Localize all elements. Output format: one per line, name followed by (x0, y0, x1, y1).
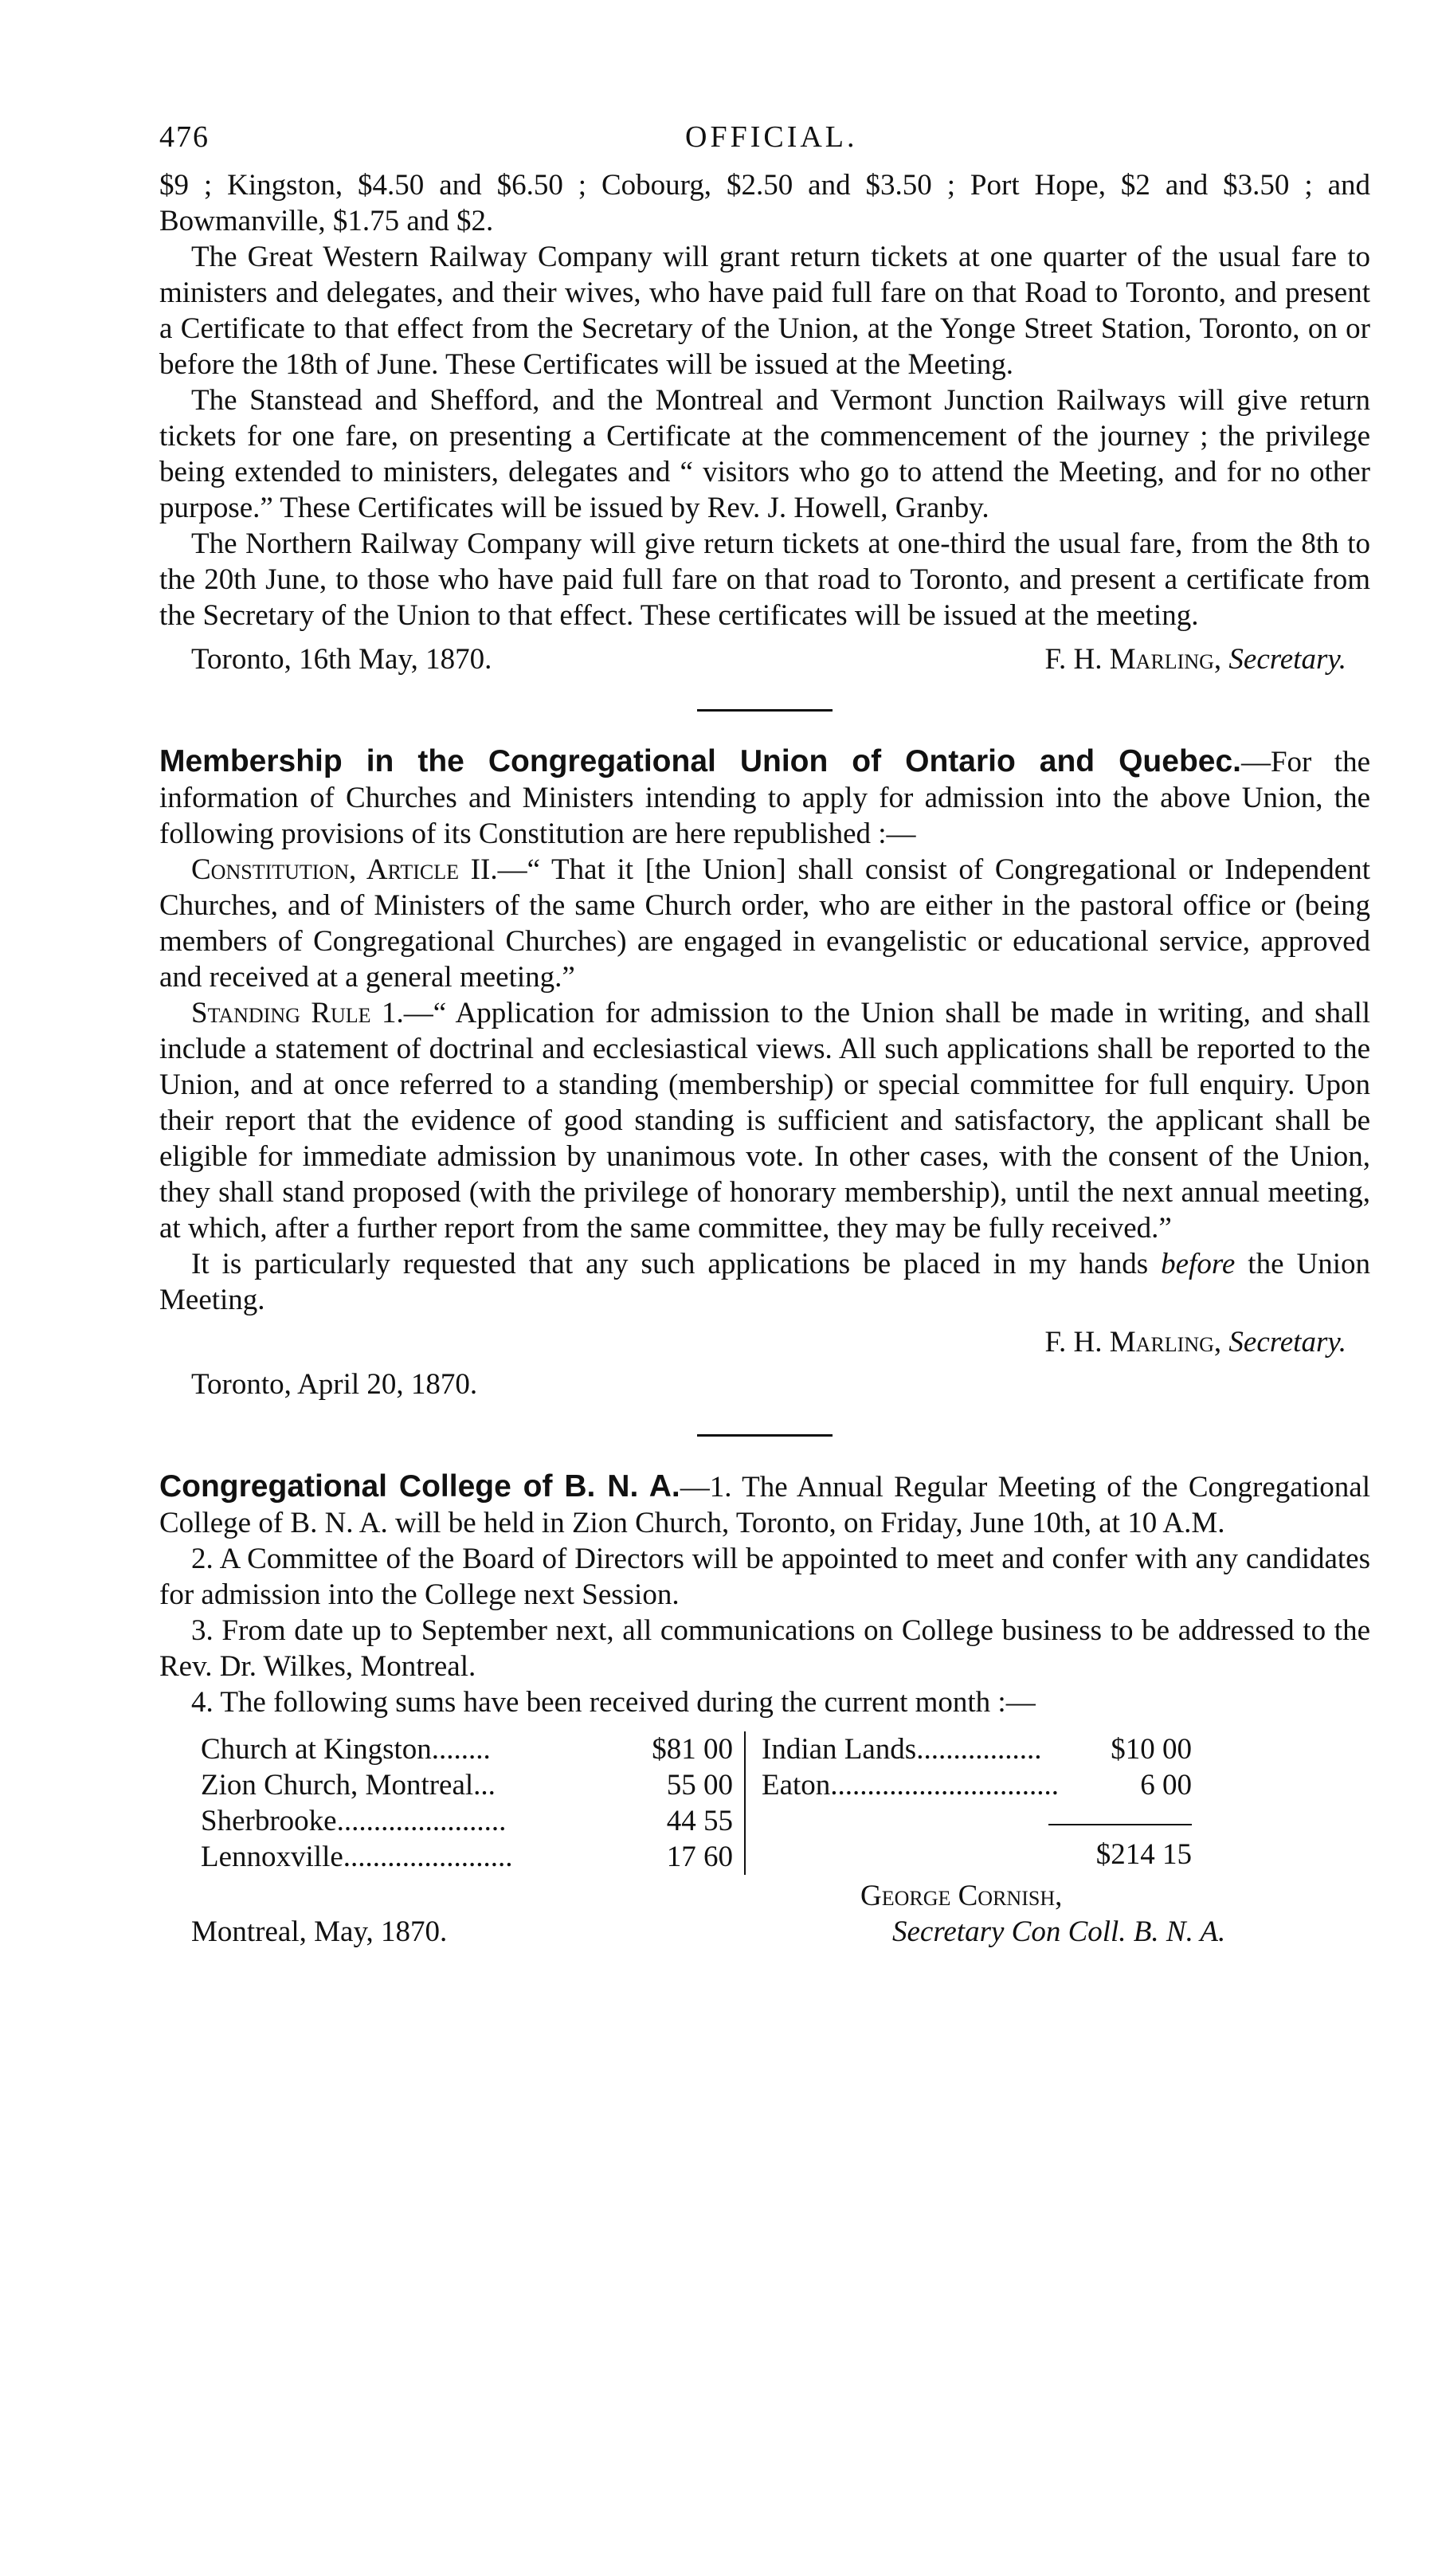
signer-name: F. H. Marling, (1044, 1326, 1222, 1359)
place-date: Toronto, April 20, 1870. (191, 1368, 478, 1401)
signer-title: Secretary. (1228, 1326, 1346, 1359)
intro-text: —For the information of Churches and Ministers intending to apply for admission into the above Union, the following provisions of its Constitution are here republished :— (159, 746, 1370, 850)
row-name: Zion Church, Montreal... (201, 1769, 496, 1802)
place-date: Toronto, 16th May, 1870. (191, 643, 492, 676)
row-amount: $10 00 (1111, 1733, 1192, 1766)
closing-block (159, 1878, 1370, 1950)
signature-block (797, 1878, 1370, 1950)
great-western-paragraph: The Great Western Railway Company will grant return tickets at one quarter of the usual fare to ministers and delegates, and their wives, who have paid full fare on that Road to Toronto, and present a Certificate to that effect from the Secretary of the Union, at the Yonge Street Station, Toronto, on or before the 18th of June. These Certificates will be issued at the Meeting. (159, 241, 1370, 381)
table-row (762, 1767, 1287, 1803)
row-name: Church at Kingston........ (201, 1733, 491, 1766)
signature-block (159, 1324, 1370, 1360)
rule-text: —“ Application for admission to the Union shall be made in writing, and shall include a statement of doctrinal and ecclesiastical views. All such applications shall be reported to the Union, and at once referred to a standing (membership) or special committee for full enquiry. Upon their report that the evidence of good standing is sufficient and satisfactory, the applicant shall be eligible for immediate admission by unanimous vote. In other cases, with the consent of the Union, they shall stand proposed (with the privilege of honorary membership), until the next annual meeting, at which, after a further report from the same committee, they may be fully received.” (159, 997, 1370, 1245)
membership-section (159, 743, 1370, 1402)
item-text: —1. The Annual Regular Meeting of the Congregational College of B. N. A. will be held in Zion Church, Toronto, on Friday, June 10th, at 10 A.M. (159, 1471, 1370, 1539)
request-text-end: the Union Meeting. (159, 1248, 1371, 1316)
row-amount: 44 55 (666, 1805, 733, 1837)
table-row (201, 1839, 733, 1875)
membership-intro (159, 743, 1370, 852)
row-amount: 55 00 (666, 1769, 733, 1802)
signer-title: Secretary. (1228, 643, 1346, 676)
row-name: Sherbrooke....................... (201, 1805, 507, 1837)
total-rule (1048, 1824, 1192, 1825)
section-heading: Membership in the Congregational Union of Ontario and Quebec. (159, 744, 1241, 778)
total-amount: $214 15 (1095, 1838, 1192, 1871)
request-paragraph (159, 1246, 1370, 1318)
row-name: Lennoxville....................... (201, 1841, 513, 1873)
article-label: Constitution, Article II. (191, 853, 498, 886)
page-number: 476 (159, 120, 210, 154)
constitution-article (159, 852, 1370, 995)
request-text: It is particularly requested that any such applications be placed in my hands (191, 1248, 1162, 1280)
table-row (201, 1767, 733, 1803)
page-header (159, 120, 1370, 167)
signer-title: Secretary Con Coll. B. N. A. (892, 1915, 1226, 1948)
request-emphasis: before (1161, 1248, 1236, 1280)
table-row (762, 1731, 1287, 1767)
table-row (201, 1731, 733, 1767)
college-item-1 (159, 1468, 1370, 1541)
section-heading: Congregational College of B. N. A. (159, 1469, 680, 1504)
table-row (201, 1803, 733, 1839)
section-divider (697, 1434, 833, 1437)
college-item-2: 2. A Committee of the Board of Directors will be appointed to meet and confer with any candidates for admission into the College next Session. (159, 1543, 1370, 1611)
row-name: Eaton............................... (762, 1769, 1060, 1802)
receipts-table (159, 1731, 1370, 1875)
fares-paragraph: $9 ; Kingston, $4.50 and $6.50 ; Cobourg, $2.50 and $3.50 ; Port Hope, $2 and $3.50 ; and Bowmanville, $1.75 and $2. (159, 169, 1370, 237)
northern-railway-paragraph: The Northern Railway Company will give return tickets at one-third the usual fare, from the 8th to the 20th June, to those who have paid full fare on that road to Toronto, and present a certificate from the Secretary of the Union to that effect. These certificates will be issued at the meeting. (159, 527, 1370, 632)
running-head: OFFICIAL. (685, 120, 858, 154)
stanstead-paragraph: The Stanstead and Shefford, and the Montreal and Vermont Junction Railways will give return tickets for one fare, on presenting a Certificate at the commencement of the journey ; the privilege being extended to ministers, delegates and “ visitors who go to attend the Meeting, and for no other purpose.” These Certificates will be issued by Rev. J. Howell, Granby. (159, 384, 1370, 524)
signature-line (159, 641, 1370, 677)
place-date: Montreal, May, 1870. (191, 1915, 448, 1948)
row-name: Indian Lands................. (762, 1733, 1042, 1766)
standing-rule (159, 995, 1370, 1246)
article-text: —“ That it [the Union] shall consist of Congregational or Independent Churches, and of Ministers of the same Church order, who are either in the pastoral office or (being members of Congregational Churches) are engaged in evangelistic or educational service, approved and received at a general meeting.” (159, 853, 1370, 994)
receipts-left-column (159, 1731, 746, 1875)
college-item-4: 4. The following sums have been received during the current month :— (191, 1686, 1036, 1719)
signer (1044, 641, 1370, 677)
row-amount: 17 60 (666, 1841, 733, 1873)
page (159, 120, 1370, 1950)
section-divider (697, 709, 833, 712)
receipts-right-column (746, 1731, 1287, 1875)
railway-fares-section (159, 167, 1370, 677)
row-amount: 6 00 (1140, 1769, 1192, 1802)
college-section (159, 1468, 1370, 1950)
signer-name: George Cornish, (860, 1880, 1063, 1912)
signer-name: F. H. Marling, (1044, 643, 1222, 676)
college-item-3: 3. From date up to September next, all communications on College business to be addressed to the Rev. Dr. Wilkes, Montreal. (159, 1614, 1370, 1683)
rule-label: Standing Rule 1. (191, 997, 404, 1029)
row-amount: $81 00 (652, 1733, 733, 1766)
